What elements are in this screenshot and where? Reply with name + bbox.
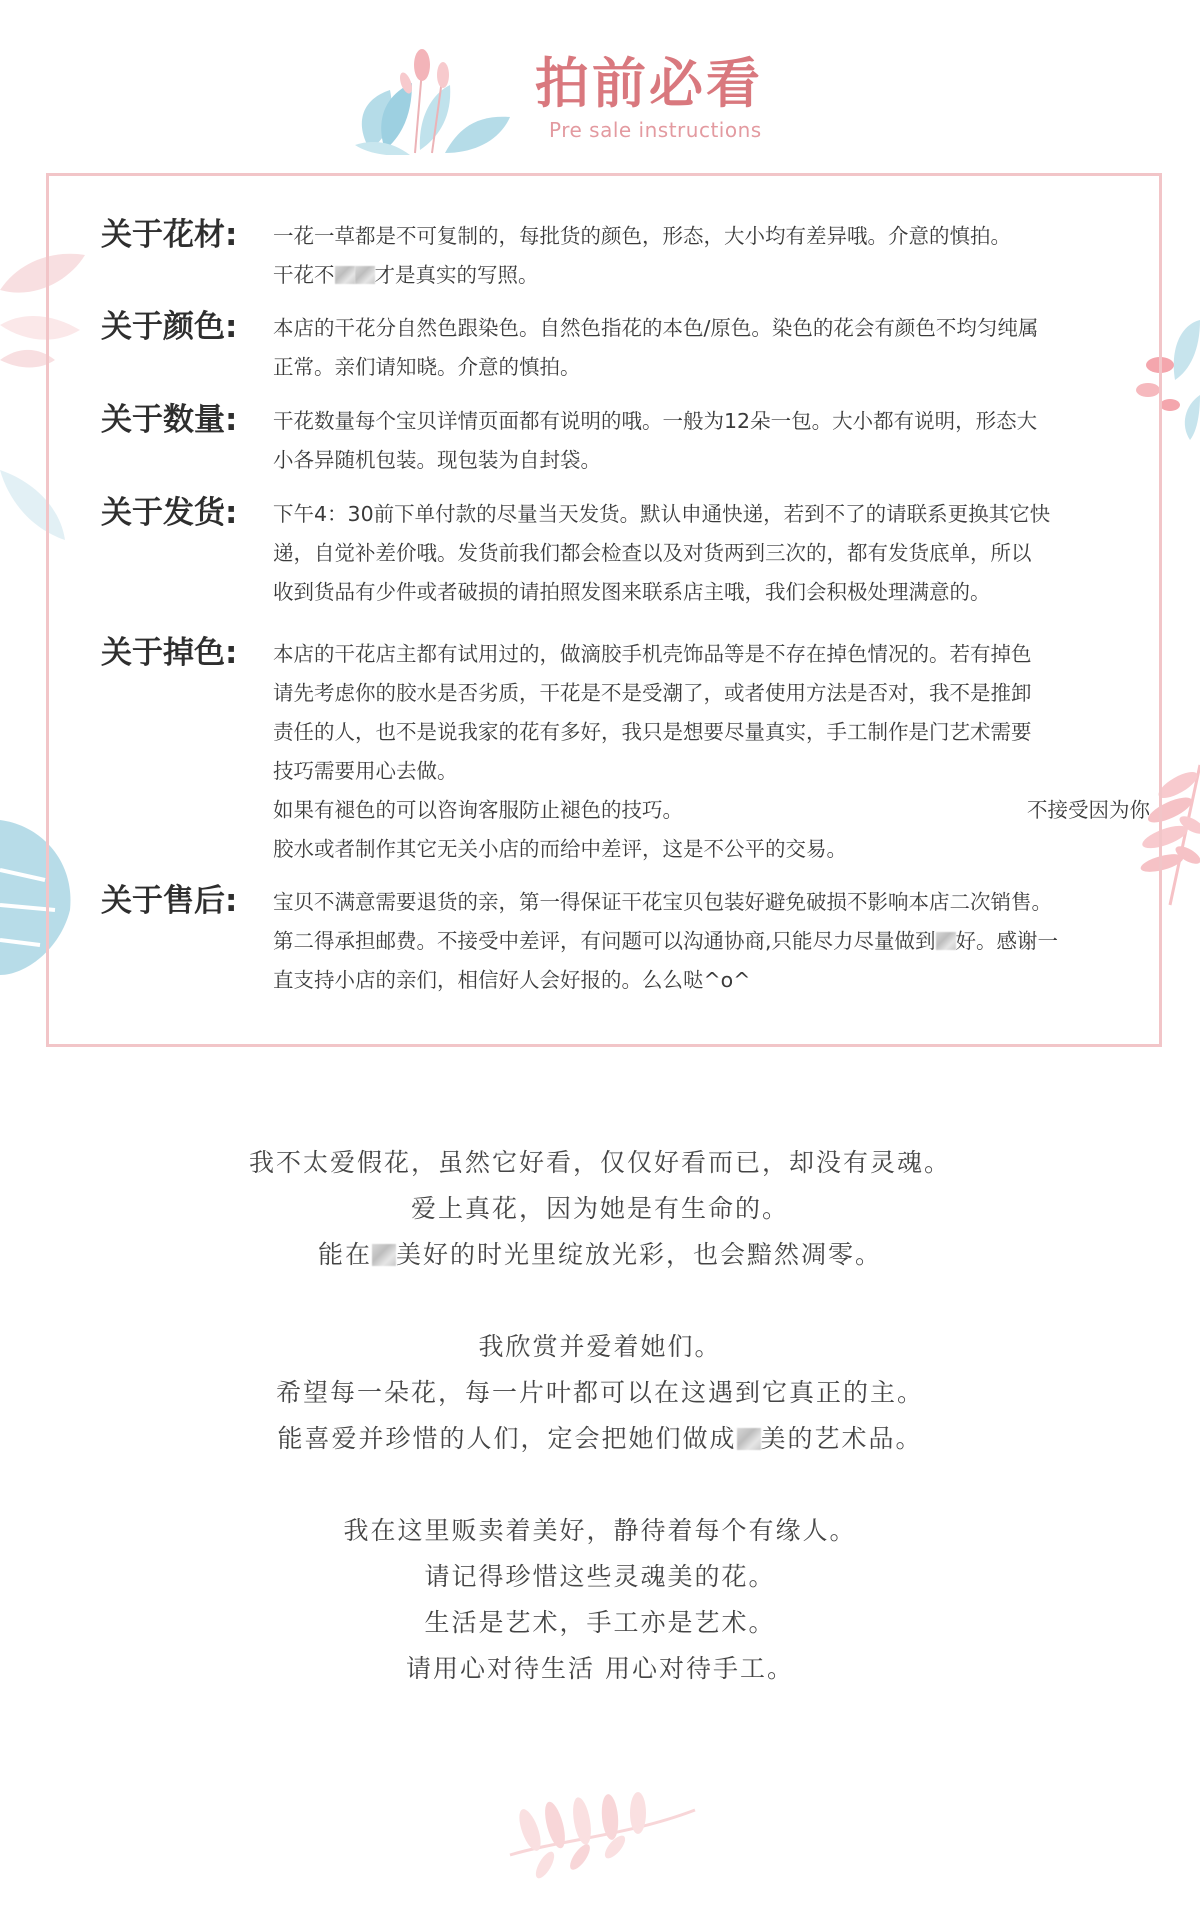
poem-line: 希望每一朵花，每一片叶都可以在这遇到它真正的主。 [275, 1378, 924, 1407]
poem-stanza [0, 1140, 1200, 1278]
section-line: 下午4：30前下单付款的尽量当天发货。默认申通快递，若到不了的请联系更换其它快 [273, 502, 1051, 526]
blurred-text [936, 932, 956, 950]
section-line [273, 922, 1165, 961]
poem [0, 1140, 1200, 1738]
poem-line [0, 1416, 1200, 1462]
poem-line: 我在这里贩卖着美好，静待着每个有缘人。 [343, 1516, 857, 1545]
section-body [273, 635, 1165, 869]
line-text: 能在 [317, 1240, 372, 1269]
blurred-text [355, 266, 375, 284]
bottom-pink-fern-icon [500, 1785, 700, 1880]
blurred-text [372, 1244, 396, 1266]
section-line: 请先考虑你的胶水是否劣质，干花是不是受潮了，或者使用方法是否对，我不是推卸 [273, 681, 1032, 705]
line-text: 如果有褪色的可以咨询客服防止褪色的技巧。 [273, 798, 683, 822]
page-subtitle: Pre sale instructions [549, 118, 762, 142]
section-line: 小各异随机包装。现包装为自封袋。 [273, 448, 601, 472]
line-text: 美的艺术品。 [760, 1424, 923, 1453]
section-body [273, 309, 1165, 387]
line-text: 不接受因为你 [1027, 798, 1150, 822]
section-line: 正常。亲们请知晓。介意的慎拍。 [273, 355, 581, 379]
line-text: 干花不 [273, 263, 335, 287]
section-line [273, 256, 1165, 295]
section-title: 关于掉色: [101, 635, 238, 671]
section-line: 本店的干花店主都有试用过的，做滴胶手机壳饰品等是不存在掉色情况的。若有掉色 [273, 642, 1032, 666]
section-line: 一花一草都是不可复制的，每批货的颜色，形态，大小均有差异哦。介意的慎拍。 [273, 224, 1011, 248]
section-body [273, 217, 1165, 295]
section-line: 胶水或者制作其它无关小店的而给中差评，这是不公平的交易。 [273, 837, 847, 861]
section-body [273, 495, 1165, 612]
poem-line: 爱上真花，因为她是有生命的。 [410, 1194, 789, 1223]
section-body [273, 402, 1165, 480]
section-line: 干花数量每个宝贝详情页面都有说明的哦。一般为12朵一包。大小都有说明，形态大 [273, 409, 1038, 433]
flower-leaf-icon [350, 45, 520, 155]
section-line: 直支持小店的亲们，相信好人会好报的。么么哒^o^ [273, 968, 751, 992]
poem-line: 请用心对待生活 用心对待手工。 [406, 1654, 794, 1683]
instructions-box [46, 173, 1162, 1047]
poem-stanza [0, 1324, 1200, 1462]
section-line: 本店的干花分自然色跟染色。自然色指花的本色/原色。染色的花会有颜色不均匀纯属 [273, 316, 1039, 340]
poem-line [0, 1232, 1200, 1278]
section-line: 技巧需要用心去做。 [273, 759, 458, 783]
poem-stanza [0, 1508, 1200, 1692]
poem-line: 我欣赏并爱着她们。 [478, 1332, 722, 1361]
header [0, 0, 1200, 160]
poem-line: 生活是艺术，手工亦是艺术。 [424, 1608, 776, 1637]
section-line [273, 791, 1165, 830]
line-text: 好。感谢一 [955, 929, 1059, 953]
line-text: 美好的时光里绽放光彩，也会黯然凋零。 [396, 1240, 883, 1269]
section-title: 关于发货: [101, 495, 238, 531]
blurred-text [737, 1428, 761, 1450]
line-text: 能喜爱并珍惜的人们，定会把她们做成 [277, 1424, 737, 1453]
line-text: 才是真实的写照。 [374, 263, 539, 287]
section-line: 递，自觉补差价哦。发货前我们都会检查以及对货两到三次的，都有发货底单，所以 [273, 541, 1032, 565]
section-title: 关于售后: [101, 883, 238, 919]
section-title: 关于颜色: [101, 309, 238, 345]
blurred-text [335, 266, 355, 284]
poem-line: 我不太爱假花，虽然它好看，仅仅好看而已，却没有灵魂。 [248, 1148, 951, 1177]
section-line: 责任的人，也不是说我家的花有多好，我只是想要尽量真实，手工制作是门艺术需要 [273, 720, 1032, 744]
line-text: 第二得承担邮费。不接受中差评，有问题可以沟通协商,只能尽力尽量做到 [273, 929, 936, 953]
section-body [273, 883, 1165, 1000]
section-line: 收到货品有少件或者破损的请拍照发图来联系店主哦，我们会积极处理满意的。 [273, 580, 991, 604]
section-title: 关于花材: [101, 217, 238, 253]
page-title: 拍前必看 [535, 52, 763, 115]
poem-line: 请记得珍惜这些灵魂美的花。 [424, 1562, 776, 1591]
section-line: 宝贝不满意需要退货的亲，第一得保证干花宝贝包装好避免破损不影响本店二次销售。 [273, 890, 1052, 914]
section-title: 关于数量: [101, 402, 238, 438]
